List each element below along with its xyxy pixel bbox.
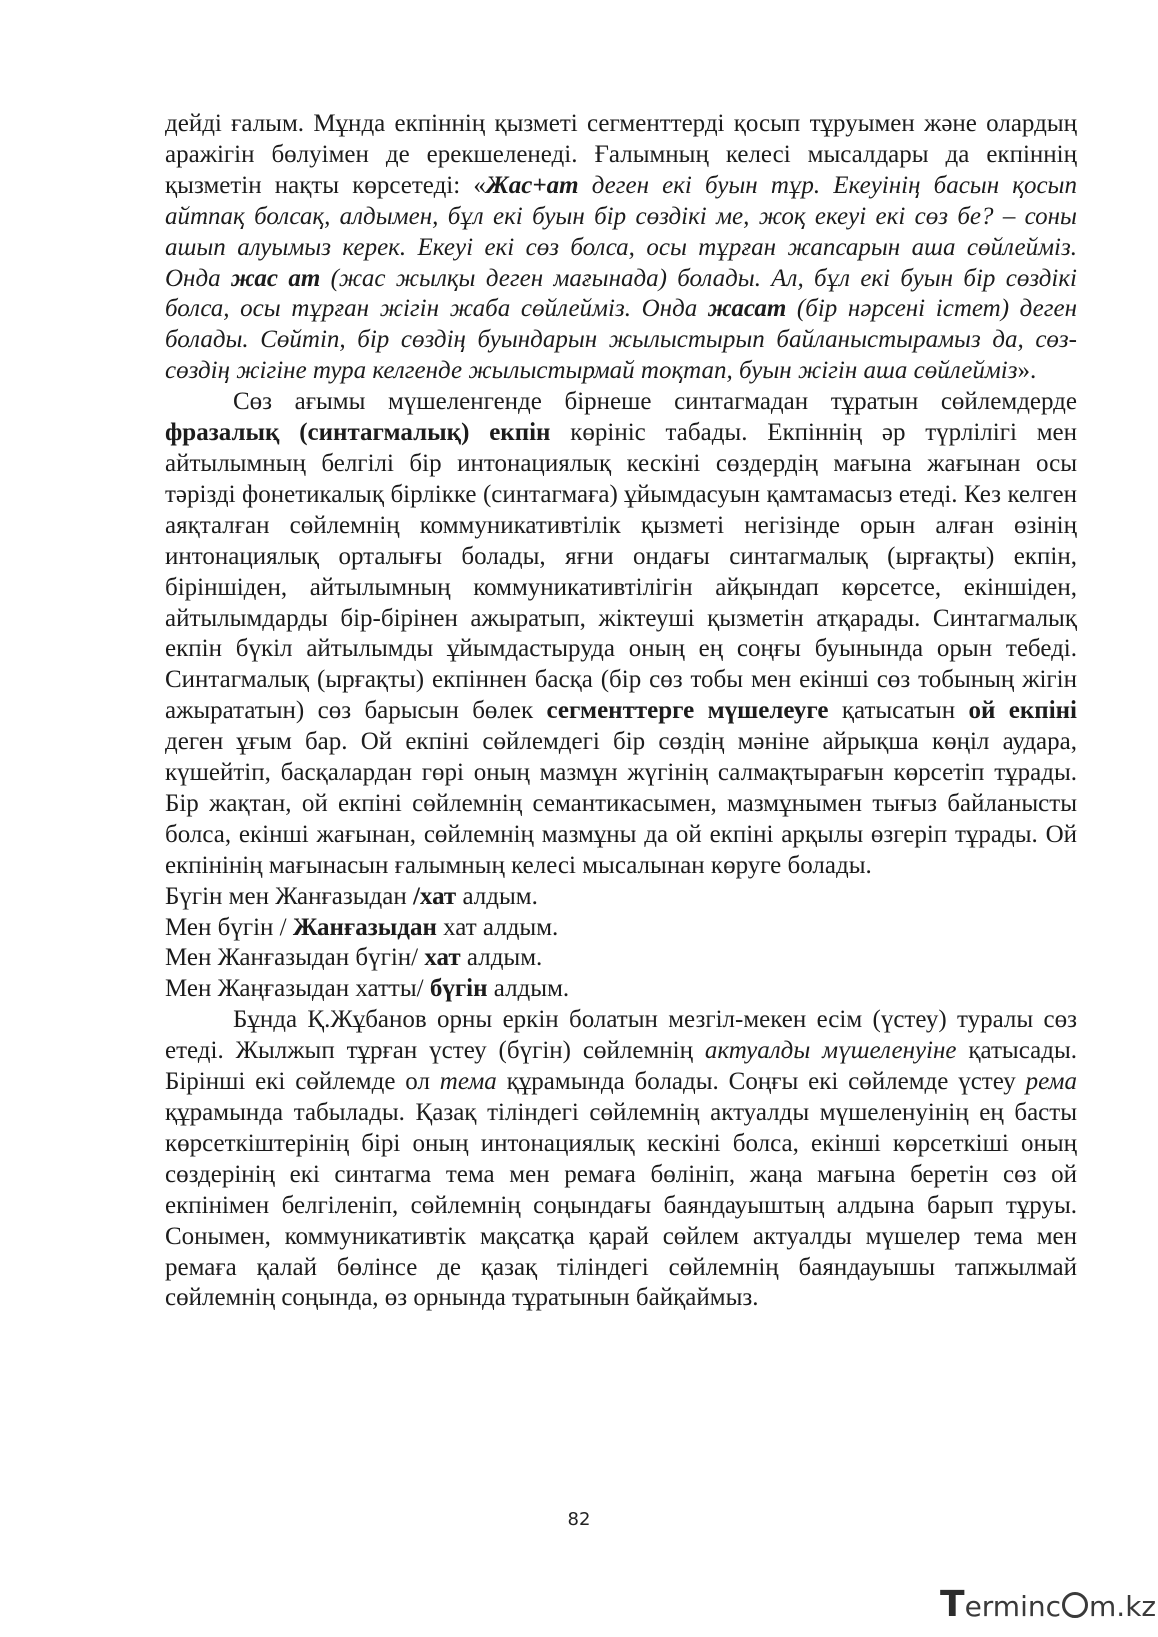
watermark-text: m.kz <box>1089 1590 1157 1623</box>
example-stressed-word: хат <box>424 944 461 972</box>
example-text: Бүгін мен Жанғазыдан <box>165 882 413 910</box>
example-text: Мен Жанғазыдан бүгін/ <box>165 944 425 972</box>
text-run: қатысады. Бірінші екі сөйлемде ол <box>165 1037 1077 1096</box>
example-text: алдым. <box>460 944 543 972</box>
text-run: қатысатын <box>828 697 969 725</box>
bold-term: фразалық (синтагмалық) екпін <box>165 419 551 447</box>
example-sentence <box>165 882 1077 913</box>
text-run: деген ұғым бар. Ой екпіні сөйлемдегі бір сөздің мәніне айрықша көңіл аудара, күшейтіп, басқалардан гөрі оның мазмұн жүгінің салмақтырағын көрсетіп тұрады. Бір жақтан, ой екпіні сөйлемнің семантикасымен, мазмұнымен тығыз байланысты болса, екінші жағынан, сөйлемнің мазмұны да ой екпіні арқылы өзгеріп тұрады. Ой екпінінің мағынасын ғалымның келесі мысалынан көруге болады. <box>165 728 1077 879</box>
page-number: 82 <box>567 1509 591 1530</box>
example-sentence <box>165 943 1077 974</box>
emphasis-term: жас ат <box>230 264 321 292</box>
example-text: Мен Жаңғазыдан хатты/ <box>165 975 430 1003</box>
termincom-watermark-logo <box>940 1584 1157 1626</box>
watermark-ring-icon <box>1062 1592 1088 1618</box>
text-run: дейді ғалым. Мұнда екпіннің қызметі сегменттерді қосып тұруымен және олардың аражігін бөлуімен де ерекшеленеді. Ғалымның келесі мысалдары да екпіннің қызметін нақты көрсетеді: « <box>165 110 1077 199</box>
quote-italic: (жас жылқы деген мағынада) болады. Ал, бұл екі буын бір сөздікі болса, осы тұрған жігін жаба сөйлейміз. Онда <box>165 264 1077 323</box>
example-text: алдым. <box>456 882 538 910</box>
document-body <box>165 109 1077 1314</box>
quote-italic: (бір нәрсені істет) деген болады. Сөйтіп, бір сөздің буындарын жылыстырып байланыстырамыз да, сөз-сөздің жігіне тура келгенде жылыстырмай тоқтап, буын жігін аша сөйлейміз <box>165 295 1077 385</box>
example-text: хат алдым. <box>436 913 559 941</box>
paragraph-actual-division <box>165 1005 1077 1314</box>
text-run: Бұнда Қ.Жұбанов орны еркін болатын мезгіл-мекен есім (үстеу) туралы сөз етеді. Жылжып тұрған үстеу (бүгін) сөйлемнің <box>165 1006 1077 1065</box>
italic-term: тема <box>439 1068 497 1096</box>
example-stressed-word: бүгін <box>429 975 488 1003</box>
emphasis-term: Жас+ат <box>485 171 579 199</box>
text-run: Сөз ағымы мүшеленгенде бірнеше синтагмадан тұратын сөйлемдерде <box>233 388 1077 416</box>
watermark-text: erminc <box>964 1590 1062 1623</box>
paragraph-phrasal-stress <box>165 387 1077 882</box>
example-stressed-word: Жанғазыдан <box>292 913 437 941</box>
text-run: құрамында табылады. Қазақ тіліндегі сөйлемнің актуалды мүшеленуінің ең басты көрсеткіштерінің бірі оның интонациялық кескіні болса, екінші көрсеткіші оның сөздерінің екі синтагма тема мен ремаға бөлініп, жаңа мағына беретін сөз ой екпінімен белгіленіп, сөйлемнің соңындағы баяндауыштың алдына барып тұруы. Сонымен, коммуникативтік мақсатқа қарай сөйлем актуалды мүшелер тема мен ремаға қалай бөлінсе де қазақ тіліндегі сөйлемнің баяндауышы тапжылмай сөйлемнің соңында, өз орнында тұратынын байқаймыз. <box>165 1099 1077 1312</box>
bold-term: сегменттерге мүшелеуге <box>546 697 829 725</box>
paragraph-quote <box>165 109 1077 387</box>
example-sentence <box>165 913 1077 944</box>
example-sentence <box>165 974 1077 1005</box>
italic-term: рема <box>1025 1068 1077 1096</box>
quote-italic: деген екі буын тұр. Екеуінің басын қосып айтпақ болсақ, алдымен, бұл екі буын бір сөздікі ме, жоқ екеуі екі сөз бе? – соны ашып алуымыз керек. Екеуі екі сөз болса, осы тұрған жапсарын аша сөйлейміз. Онда <box>165 171 1077 292</box>
text-run: көрініс табады. Екпіннің әр түрлілігі мен айтылымның белгілі бір интонациялық кескіні сөздердің мағына жағынан осы тәрізді фонетикалық бірлікке (синтагмаға) ұйымдасуын қамтамасыз етеді. Кез келген аяқталған сөйлемнің коммуникативтілік қызметі негізінде орын алған өзінің интонациялық орталығы болады, яғни ондағы синтагмалық (ырғақты) екпін, біріншіден, айтылымның коммуникативтілігін айқындап көрсетсе, екіншіден, айтылымдарды бір-бірінен ажыратып, жіктеуші қызметін атқарады. Синтагмалық екпін бүкіл айтылымды ұйымдастыруда оның ең соңғы буынында орын тебеді. Синтагмалық (ырғақты) екпіннен басқа (бір сөз тобы мен екінші сөз тобының жігін ажырататын) сөз барысын бөлек <box>165 419 1077 725</box>
text-run: құрамында болады. Соңғы екі сөйлемде үстеу <box>496 1068 1026 1096</box>
watermark-letter: T <box>940 1584 965 1625</box>
italic-term: актуалды мүшеленуіне <box>704 1037 957 1065</box>
example-text: Мен бүгін / <box>165 913 293 941</box>
bold-term: ой екпіні <box>968 697 1077 725</box>
example-text: алдым. <box>487 975 570 1003</box>
emphasis-term: жасат <box>707 295 787 323</box>
text-run: ». <box>1017 357 1037 385</box>
example-stressed-word: /хат <box>412 882 457 910</box>
